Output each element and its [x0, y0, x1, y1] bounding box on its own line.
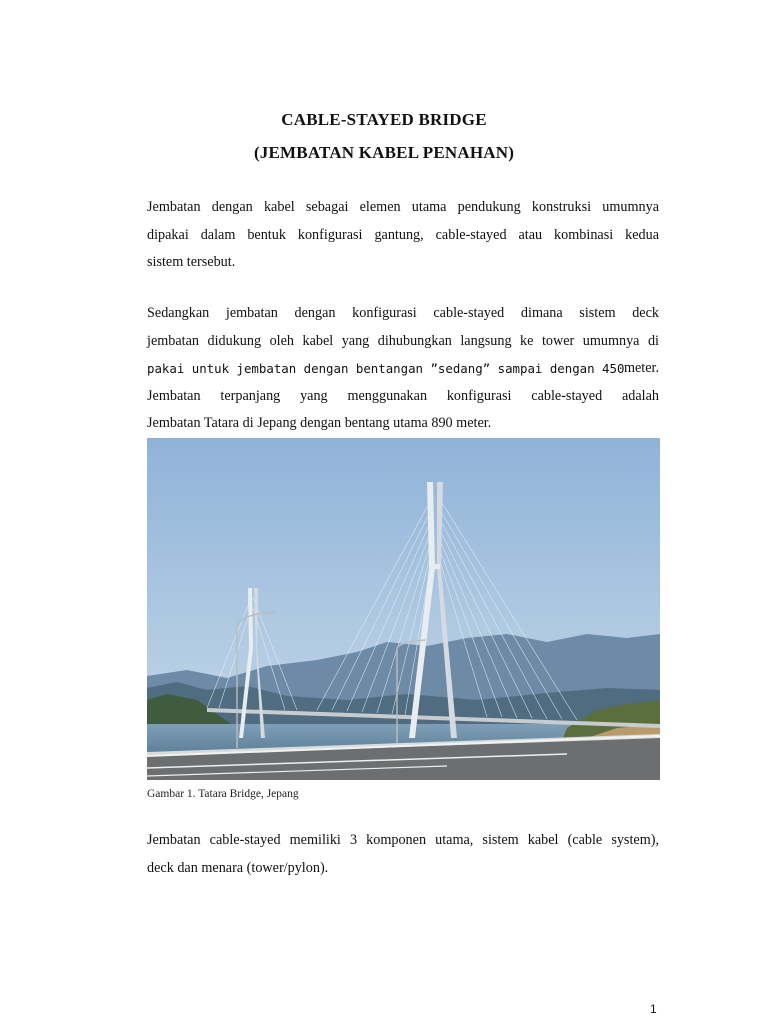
paragraph-line: Jembatan dengan kabel sebagai elemen utama pendukung konstruksi umumnya [147, 199, 659, 215]
document-title: CABLE-STAYED BRIDGE [281, 110, 487, 129]
paragraph-line-end: meter. [623, 360, 659, 376]
paragraph-line: sistem tersebut. [147, 254, 236, 270]
paragraph-line-mono-part: pakai untuk jembatan dengan bentangan ”sedang” sampai dengan 450 [147, 361, 625, 376]
paragraph-components [147, 827, 659, 882]
paragraph-cable-stayed [147, 300, 659, 438]
page-number: 1 [650, 1002, 657, 1016]
paragraph-line: jembatan didukung oleh kabel yang dihubungkan langsung ke tower umumnya di [147, 332, 659, 349]
paragraph-line: deck dan menara (tower/pylon). [147, 859, 329, 876]
paragraph-line: Jembatan terpanjang yang menggunakan konfigurasi cable-stayed adalah [147, 387, 659, 404]
paragraph-line: Sedangkan jembatan dengan konfigurasi cable-stayed dimana sistem deck [147, 305, 659, 321]
document-subtitle: (JEMBATAN KABEL PENAHAN) [253, 143, 515, 162]
paragraph-line: dipakai dalam bentuk konfigurasi gantung, cable-stayed atau kombinasi kedua [147, 226, 659, 243]
paragraph-intro [147, 194, 659, 277]
paragraph-line-mixed [147, 355, 659, 383]
figure-caption: Gambar 1. Tatara Bridge, Jepang [147, 788, 299, 800]
paragraph-line: Jembatan Tatara di Jepang dengan bentang utama 890 meter. [147, 415, 492, 431]
tatara-bridge-photo [147, 438, 660, 780]
paragraph-line: Jembatan cable-stayed memiliki 3 komponen utama, sistem kabel (cable system), [147, 832, 659, 848]
